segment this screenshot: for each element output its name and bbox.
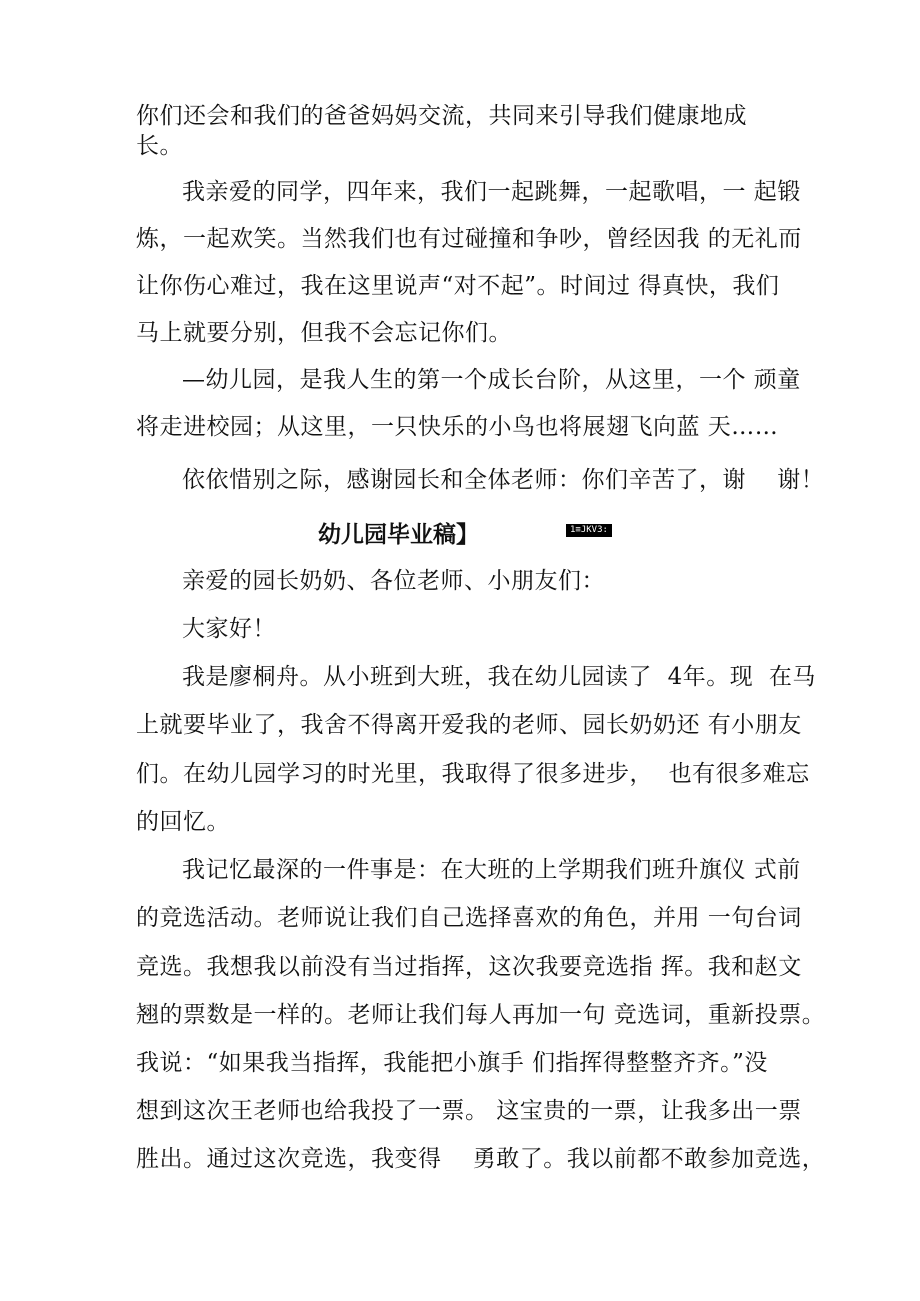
text-line: 我说：“如果我当指挥，我能把小旗手 们指挥得整整齐齐。”没 xyxy=(136,1050,768,1076)
text-line: 想到这次王老师也给我投了一票。 这宝贵的一票，让我多出一票 xyxy=(136,1098,802,1124)
text-line: 我亲爱的同学，四年来，我们一起跳舞，一起歌唱，一 起锻 xyxy=(182,179,801,205)
text-line: 胜出。通过这次竞选，我变得 勇敢了。我以前都不敢参加竞选， xyxy=(136,1146,826,1172)
text-line: 你们还会和我们的爸爸妈妈交流，共同来引导我们健康地成 xyxy=(136,103,747,129)
text-line: 翘的票数是一样的。老师让我们每人再加一句 竞选词，重新投票。 xyxy=(136,1002,826,1028)
text-line: —幼儿园，是我人生的第一个成长台阶，从这里，一个 顽童 xyxy=(182,367,801,393)
greeting-line: 亲爱的园长奶奶、各位老师、小朋友们： xyxy=(182,568,605,594)
text-line: 上就要毕业了，我舍不得离开爱我的老师、园长奶奶还 有小朋友 xyxy=(136,712,802,738)
hello-line: 大家好！ xyxy=(182,616,276,642)
text-line: 我是廖桐舟。从小班到大班，我在幼儿园读了 4年。现 在马 xyxy=(182,664,816,690)
text-line: 竞选。我想我以前没有当过指挥，这次我要竞选指 挥。我和赵文 xyxy=(136,954,802,980)
text-line: 马上就要分别，但我不会忘记你们。 xyxy=(136,320,512,346)
section-title: 幼儿园毕业稿】 xyxy=(318,522,479,548)
text-line: 长。 xyxy=(136,133,183,159)
text-line: 的回忆。 xyxy=(136,809,230,835)
text-line: 我记忆最深的一件事是：在大班的上学期我们班升旗仪 式前 xyxy=(182,857,801,883)
stamp-label: 1≡JKV3: xyxy=(566,524,612,537)
text-line: 让你伤心难过，我在这里说声“对不起”。时间过 得真快，我们 xyxy=(136,273,780,299)
text-line: 们。在幼儿园学习的时光里，我取得了很多进步， 也有很多难忘 xyxy=(136,761,810,787)
text-line: 依依惜别之际，感谢园长和全体老师：你们辛苦了，谢 谢！ xyxy=(182,467,825,493)
text-line: 炼，一起欢笑。当然我们也有过碰撞和争吵，曾经因我 的无礼而 xyxy=(136,226,802,252)
text-line: 将走进校园；从这里，一只快乐的小鸟也将展翅飞向蓝 天…… xyxy=(136,414,779,440)
text-line: 的竞选活动。老师说让我们自己选择喜欢的角色，并用 一句台词 xyxy=(136,905,802,931)
